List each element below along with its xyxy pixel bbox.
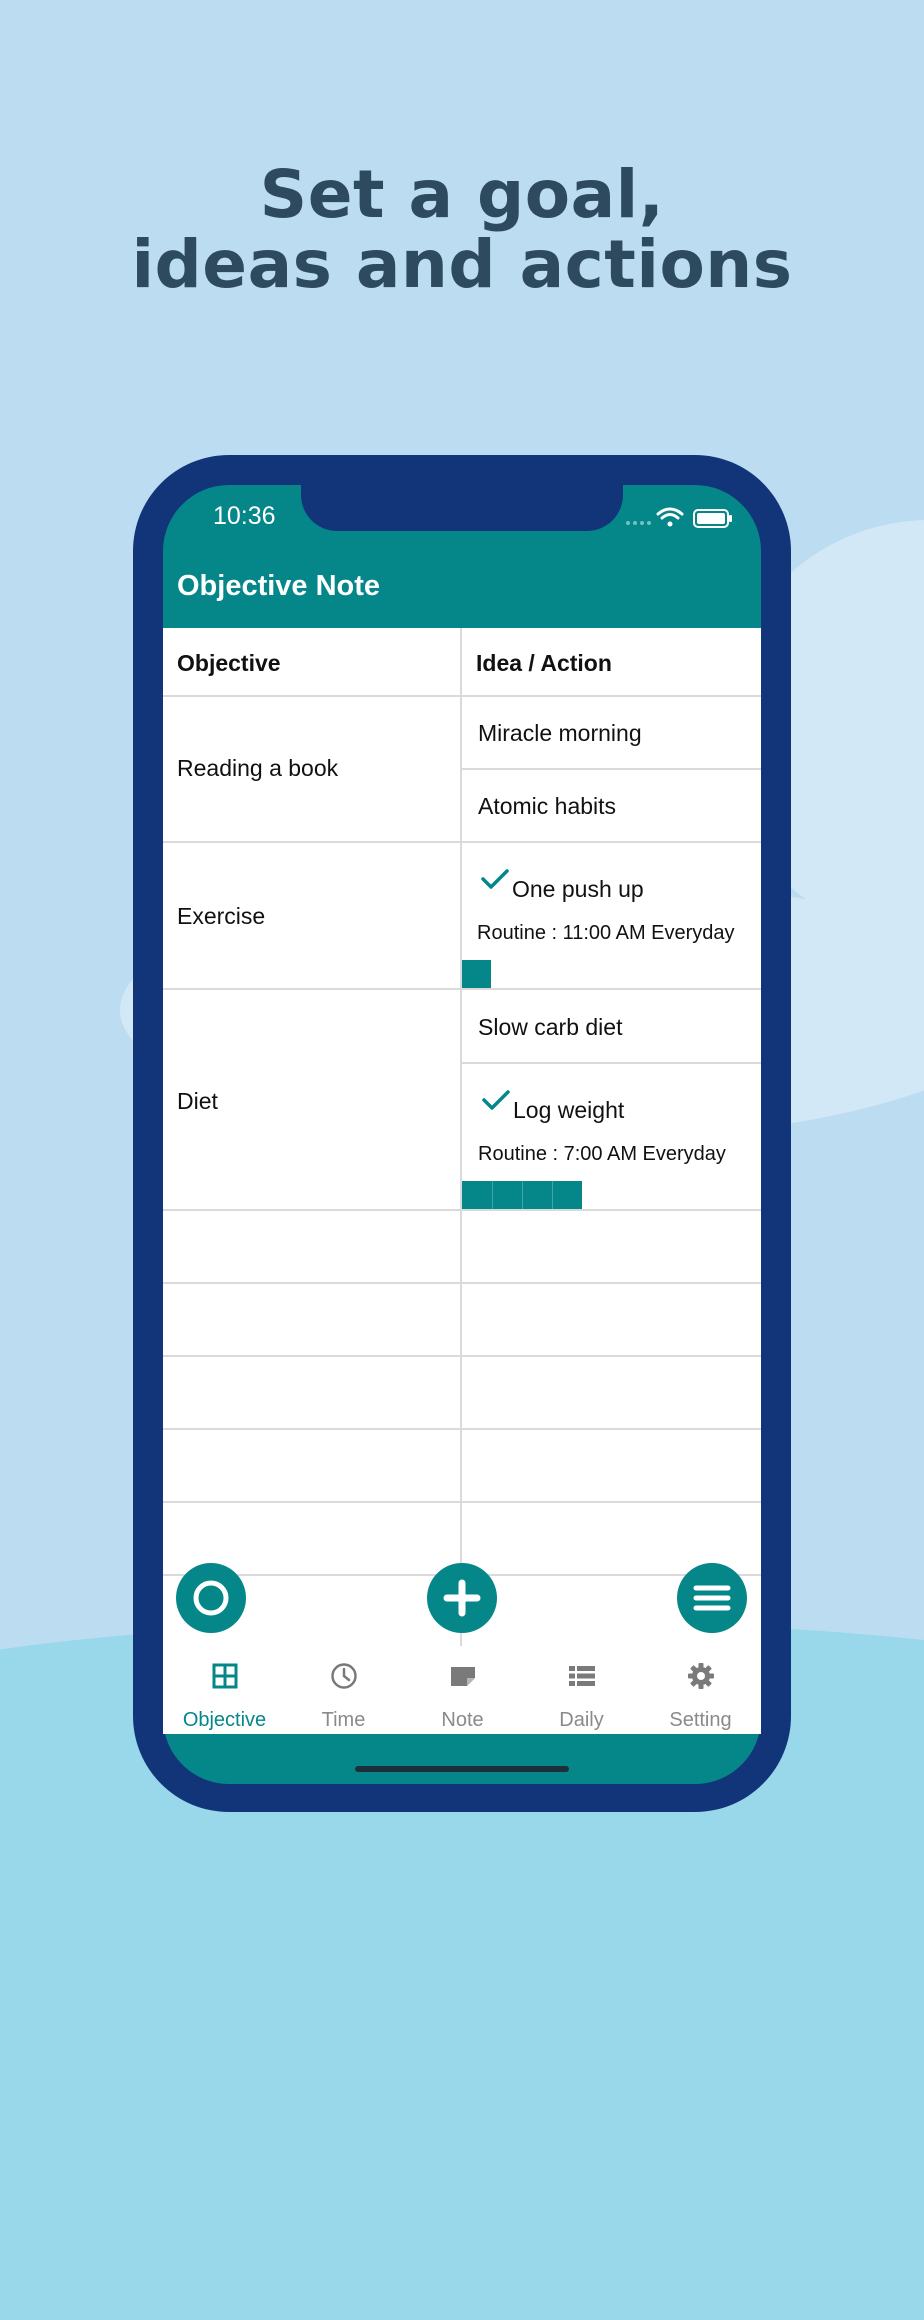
tab-time[interactable] <box>284 1646 403 1734</box>
progress-bar <box>462 1181 582 1209</box>
headline-line-2: ideas and actions <box>131 226 793 303</box>
signal-icon <box>626 521 651 525</box>
progress-segment-divider <box>552 1181 553 1209</box>
status-time: 10:36 <box>213 502 276 530</box>
row-divider <box>163 1282 761 1284</box>
objective-cell[interactable]: Diet <box>177 1088 218 1114</box>
gear-icon <box>687 1662 715 1690</box>
check-icon <box>481 1089 511 1111</box>
grid-icon <box>211 1662 239 1690</box>
row-divider <box>163 1501 761 1503</box>
add-fab-button[interactable] <box>427 1563 497 1633</box>
tab-label: Daily <box>559 1709 604 1731</box>
objective-cell[interactable]: Reading a book <box>177 755 339 781</box>
tab-note[interactable] <box>403 1646 522 1734</box>
menu-icon <box>677 1563 747 1633</box>
idea-cell[interactable]: Slow carb diet <box>478 1014 623 1040</box>
circle-icon <box>176 1563 246 1633</box>
tab-daily[interactable] <box>522 1646 641 1734</box>
tab-setting[interactable] <box>641 1646 760 1734</box>
progress-segment-divider <box>522 1181 523 1209</box>
routine-text: Routine : 7:00 AM Everyday <box>478 1143 726 1165</box>
row-divider <box>163 841 761 843</box>
plus-icon <box>427 1563 497 1633</box>
idea-divider <box>462 1062 761 1064</box>
objective-cell[interactable]: Exercise <box>177 903 266 929</box>
routine-text: Routine : 11:00 AM Everyday <box>477 922 735 944</box>
headline-line-1: Set a goal, <box>259 156 665 233</box>
tab-label: Objective <box>182 1709 267 1731</box>
action-cell[interactable]: Log weight <box>513 1097 625 1123</box>
clock-icon <box>330 1662 358 1690</box>
note-icon <box>449 1662 477 1690</box>
wifi-icon <box>658 509 682 527</box>
tab-objective[interactable] <box>165 1646 284 1734</box>
menu-fab-button[interactable] <box>677 1563 747 1633</box>
bottom-tab-bar <box>163 1646 761 1734</box>
progress-segment-divider <box>492 1181 493 1209</box>
header-objective: Objective <box>177 650 281 676</box>
idea-cell[interactable]: Miracle morning <box>478 720 642 746</box>
phone-notch <box>301 485 623 531</box>
tab-label: Time <box>321 1709 366 1731</box>
tab-label: Setting <box>669 1709 732 1731</box>
row-divider <box>163 988 761 990</box>
row-divider <box>163 695 761 697</box>
row-divider <box>163 1209 761 1211</box>
home-indicator[interactable] <box>355 1766 569 1772</box>
circle-fab-button[interactable] <box>176 1563 246 1633</box>
progress-bar <box>462 960 491 988</box>
idea-cell[interactable]: Atomic habits <box>478 793 617 819</box>
app-title: Objective Note <box>177 570 381 602</box>
list-icon <box>568 1662 596 1690</box>
row-divider <box>163 1355 761 1357</box>
status-icons <box>624 505 734 531</box>
action-cell[interactable]: One push up <box>512 876 644 902</box>
header-idea-action: Idea / Action <box>476 650 612 676</box>
battery-icon <box>694 510 732 527</box>
headline <box>0 156 924 303</box>
tab-label: Note <box>441 1709 484 1731</box>
row-divider <box>163 1428 761 1430</box>
column-divider <box>460 628 462 1646</box>
idea-divider <box>462 768 761 770</box>
check-icon <box>480 868 510 890</box>
objective-table <box>163 628 761 1646</box>
